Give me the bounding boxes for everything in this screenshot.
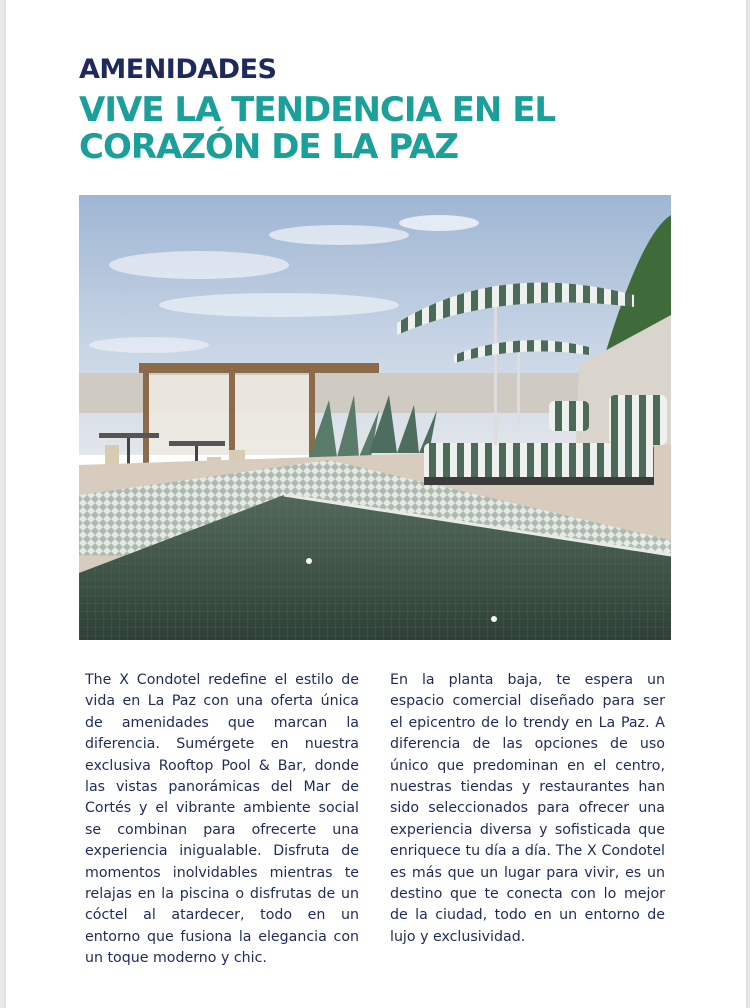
left-paragraph: The X Condotel redefine el estilo de vida en La Paz con una oferta única de amenidades que marcan la diferencia. Sumérgete en nuestra exclusiva Rooftop Pool & Bar, donde las vistas panorámicas del Mar de Cortés y el vibrante ambiente social se combinan para ofrecerte una experiencia inigualable. Disfruta de momentos inolvidables mientras te relajas en la piscina o disfrutas de un cóctel al atardecer, todo en un entorno que fusiona la elegancia con un toque moderno y chic. (85, 672, 359, 967)
right-paragraph: En la planta baja, te espera un espacio comercial diseñado para ser el epicentro de lo trendy en La Paz. A diferencia de las opciones de uso único que predominan en el centro, nuestras tiendas y restaurantes han sido seleccionados para ofrecer una experiencia diversa y sofisticada que enriquece tu día a día. The X Condotel es más que un lugar para vivir, es un destino que te conecta con lo mejor de la ciudad, todo en un entorno de lujo y exclusividad. (390, 672, 665, 945)
title-line-2: CORAZÓN DE LA PAZ (79, 127, 459, 167)
document-page (6, 0, 746, 1008)
rooftop-pool-photo (79, 195, 671, 640)
title-line-1: VIVE LA TENDENCIA EN EL (79, 90, 556, 130)
page-title (79, 92, 679, 166)
section-label: AMENIDADES (79, 54, 277, 85)
